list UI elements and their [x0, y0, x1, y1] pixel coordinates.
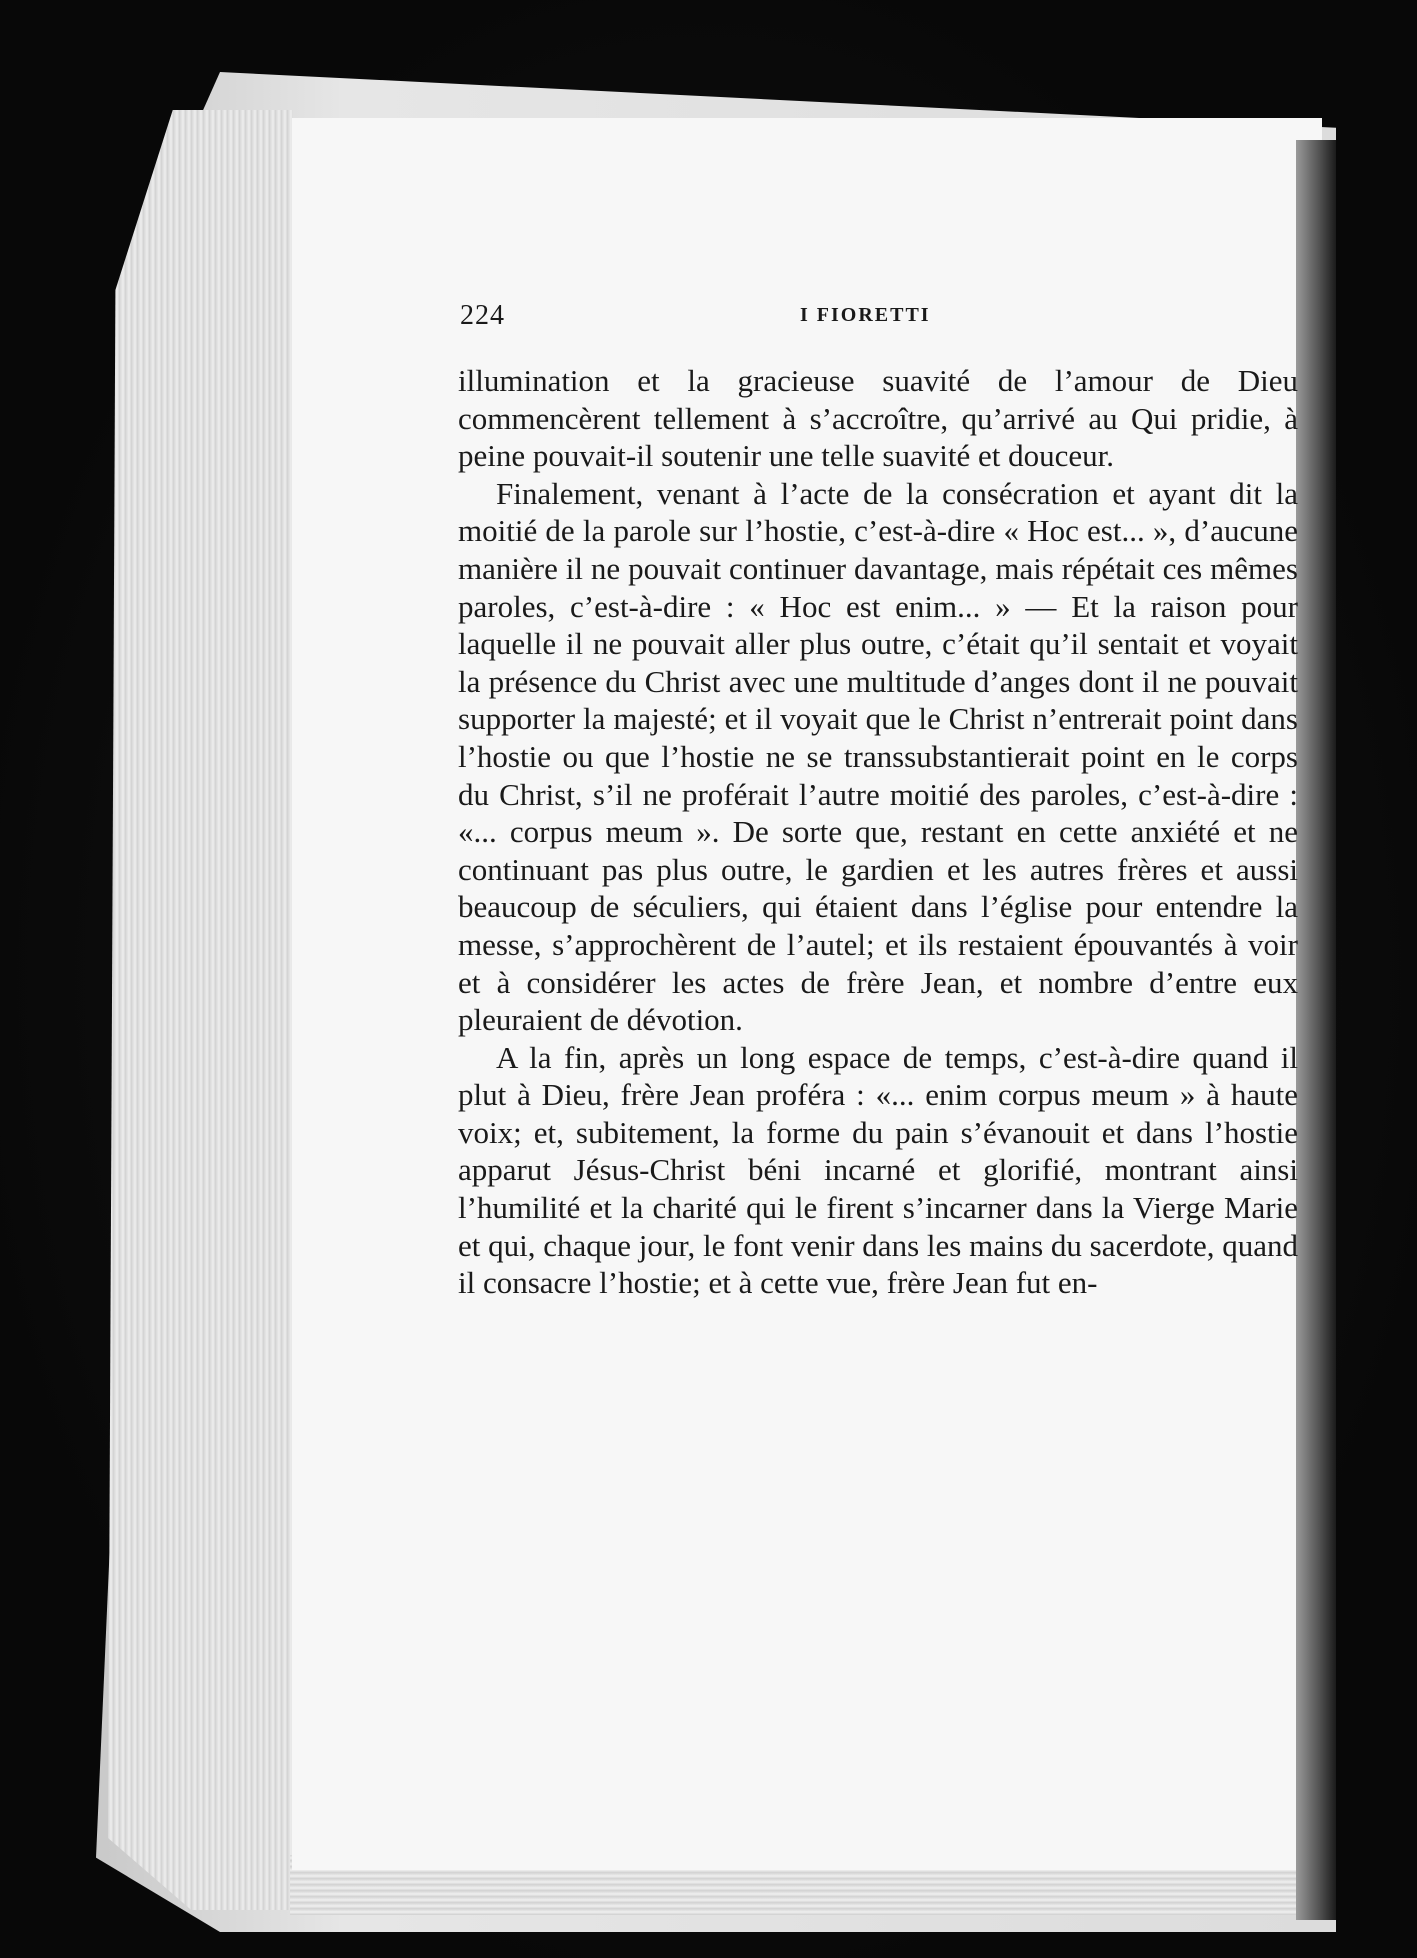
- page-gutter-shadow: [1296, 140, 1336, 1920]
- paragraph-continuation: illumination et la gracieuse suavité de l’amour de Dieu commencèrent tellement à s’accroître, qu’arrivé au Qui pridie, à peine pouvait-il soutenir une telle suavité et douceur.: [458, 363, 1298, 474]
- running-title: I FIORETTI: [800, 304, 931, 326]
- body-text: [458, 362, 1298, 1302]
- page-number: 224: [460, 300, 505, 331]
- paragraph-consecration: Finalement, venant à l’acte de la consécration et ayant dit la moitié de la parole sur l’hostie, c’est-à-dire « Hoc est... », d’aucune manière il ne pouvait continuer davantage, mais répétait ces mêmes paroles, c’est-à-dire : « Hoc est enim... » — Et la raison pour laquelle il ne pouvait aller plus outre, c’était qu’il sentait et voyait la présence du Christ avec une multitude d’anges dont il ne pouvait supporter la majesté; et il voyait que le Christ n’entrerait point dans l’hostie ou que l’hostie ne se transsubstantierait point en le corps du Christ, s’il ne proférait l’autre moitié des paroles, c’est-à-dire : «... corpus meum ». De sorte que, restant en cette anxiété et ne continuant pas plus outre, le gardien et les autres frères et aussi beaucoup de séculiers, qui étaient dans l’église pour entendre la messe, s’approchèrent de l’autel; et ils restaient épouvantés à voir et à considérer les actes de frère Jean, et nombre d’entre eux pleuraient de dévotion.: [458, 475, 1298, 1038]
- page-stack-left-edge: [108, 110, 293, 1910]
- paragraph-apparition: A la fin, après un long espace de temps, c’est-à-dire quand il plut à Dieu, frère Jean proféra : «... enim corpus meum » à haute voix; et, subitement, la forme du pain s’évanouit et dans l’hostie apparut Jésus-Christ béni incarné et glorifié, montrant ainsi l’humilité et la charité qui le firent s’incarner dans la Vierge Marie et qui, chaque jour, le font venir dans les mains du sacerdote, quand il consacre l’hostie; et à cette vue, frère Jean fut en-: [458, 1039, 1298, 1301]
- page-header: [460, 300, 1290, 340]
